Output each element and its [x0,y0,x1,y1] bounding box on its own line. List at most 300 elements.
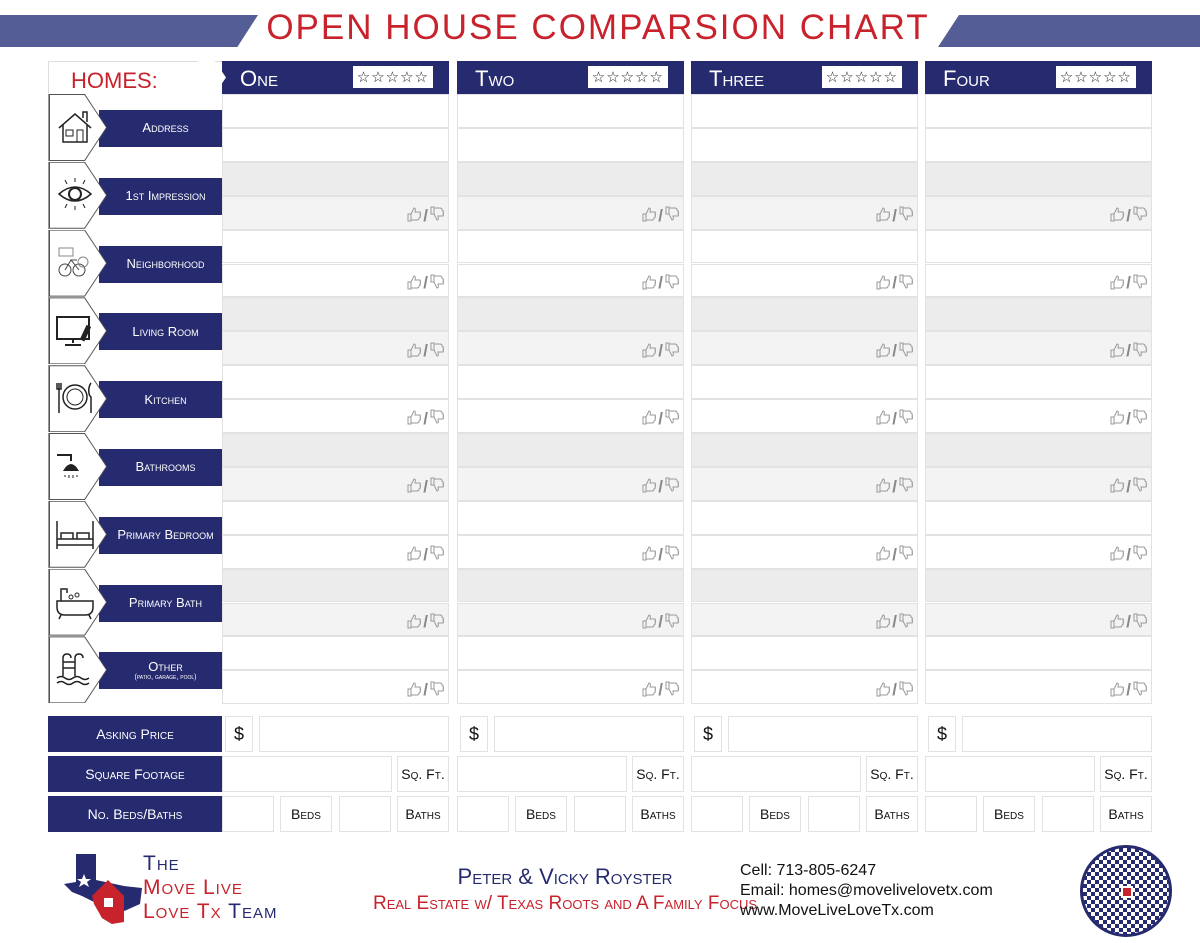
category-label: Other [148,658,183,674]
note-field[interactable] [222,569,449,603]
thumbs-separator: / [1126,205,1131,225]
note-field[interactable] [691,297,918,331]
baths-input[interactable] [339,796,391,832]
note-field[interactable] [691,535,918,569]
star-rating[interactable]: ☆☆☆☆☆ [822,66,902,88]
thumbs-up-icon[interactable] [641,545,657,564]
home-name: Four [943,66,990,91]
thumbs-rating[interactable] [641,409,680,429]
thumbs-separator: / [1126,341,1131,361]
thumbs-up-icon[interactable] [1109,409,1125,428]
category-label-neighborhood [48,230,222,297]
beds-unit: Beds [749,796,801,832]
thumbs-separator: / [423,273,428,293]
note-field[interactable] [691,331,918,365]
thumbs-rating[interactable] [406,409,445,429]
note-field[interactable] [691,230,918,264]
home-column-header [222,61,449,94]
note-field[interactable] [222,128,449,162]
thumbs-separator: / [423,341,428,361]
note-field[interactable] [222,196,449,230]
sqft-unit: Sq. Ft. [397,756,449,792]
thumbs-separator: / [892,205,897,225]
thumbs-separator: / [1126,612,1131,632]
note-field[interactable] [222,467,449,501]
note-field[interactable] [925,331,1152,365]
texas-logo-icon [62,852,144,924]
thumbs-separator: / [658,273,663,293]
thumbs-up-icon[interactable] [641,681,657,700]
thumbs-separator: / [658,544,663,564]
thumbs-separator: / [423,205,428,225]
thumbs-up-icon[interactable] [406,342,422,361]
thumbs-down-icon[interactable] [1132,545,1148,564]
category-label-primary-bath [48,569,222,636]
note-field[interactable] [925,501,1152,535]
note-field[interactable] [457,399,684,433]
house-icon [55,108,95,146]
baths-input[interactable] [808,796,860,832]
asking-price-input[interactable] [962,716,1152,752]
homes-label: HOMES: [48,61,222,94]
note-field[interactable] [691,670,918,704]
note-field[interactable] [925,433,1152,467]
home-column-header [925,61,1152,94]
baths-unit: Baths [397,796,449,832]
thumbs-up-icon[interactable] [1109,545,1125,564]
icon-panel [49,569,107,636]
header-bar-right [938,15,1200,47]
thumbs-up-icon[interactable] [406,477,422,496]
icon-panel [49,365,107,432]
category-label: Address [142,120,189,136]
square-footage-input[interactable] [925,756,1095,792]
thumbs-down-icon[interactable] [664,274,680,293]
thumbs-up-icon[interactable] [406,206,422,225]
thumbs-separator: / [423,612,428,632]
category-band [99,246,222,283]
tv-icon [55,311,95,349]
thumbs-rating[interactable] [875,409,914,429]
thumbs-separator: / [423,408,428,428]
thumbs-up-icon[interactable] [875,206,891,225]
cell-phone: Cell: 713-805-6247 [740,862,877,879]
note-field[interactable] [457,365,684,399]
thumbs-up-icon[interactable] [406,681,422,700]
note-field[interactable] [222,94,449,128]
thumbs-down-icon[interactable] [664,545,680,564]
eye-icon [55,176,95,214]
thumbs-rating[interactable] [875,341,914,361]
thumbs-separator: / [892,408,897,428]
baths-unit: Baths [632,796,684,832]
note-field[interactable] [457,670,684,704]
email: Email: homes@movelivelovetx.com [740,882,993,899]
dollar-sign: $ [694,716,722,752]
note-field[interactable] [691,94,918,128]
thumbs-rating[interactable] [641,273,680,293]
category-label-primary-bedroom [48,501,222,568]
dollar-sign: $ [225,716,253,752]
thumbs-down-icon[interactable] [429,613,445,632]
thumbs-up-icon[interactable] [1109,342,1125,361]
sqft-unit: Sq. Ft. [1100,756,1152,792]
category-label: Living Room [132,323,199,339]
note-field[interactable] [925,264,1152,298]
thumbs-rating[interactable] [1109,612,1148,632]
thumbs-up-icon[interactable] [875,274,891,293]
qr-code[interactable] [1080,845,1172,937]
note-field[interactable] [691,162,918,196]
thumbs-up-icon[interactable] [406,545,422,564]
thumbs-separator: / [1126,273,1131,293]
home-column-header [691,61,918,94]
note-field[interactable] [457,467,684,501]
note-field[interactable] [691,433,918,467]
thumbs-down-icon[interactable] [898,206,914,225]
category-band [99,381,222,418]
note-field[interactable] [457,501,684,535]
baths-input[interactable] [1042,796,1094,832]
thumbs-down-icon[interactable] [1132,681,1148,700]
note-field[interactable] [222,331,449,365]
home-name: Two [475,66,515,91]
beds-input[interactable] [222,796,274,832]
beds-unit: Beds [983,796,1035,832]
thumbs-down-icon[interactable] [664,681,680,700]
asking-price-input[interactable] [259,716,449,752]
thumbs-down-icon[interactable] [898,274,914,293]
thumbs-separator: / [658,408,663,428]
category-label-bathrooms [48,433,222,500]
category-band [99,449,222,486]
thumbs-up-icon[interactable] [641,342,657,361]
note-field[interactable] [457,128,684,162]
note-field[interactable] [925,603,1152,637]
logo-line: Move Live [143,876,243,899]
thumbs-rating[interactable] [641,477,680,497]
thumbs-down-icon[interactable] [898,409,914,428]
thumbs-up-icon[interactable] [1109,681,1125,700]
note-field[interactable] [691,264,918,298]
thumbs-separator: / [892,273,897,293]
thumbs-rating[interactable] [406,680,445,700]
thumbs-down-icon[interactable] [898,613,914,632]
team-logo-text [143,852,277,924]
icon-panel [49,162,107,229]
thumbs-separator: / [658,612,663,632]
note-field[interactable] [925,467,1152,501]
thumbs-up-icon[interactable] [1109,477,1125,496]
beds-unit: Beds [515,796,567,832]
category-label-other [48,636,222,703]
thumbs-down-icon[interactable] [664,206,680,225]
note-field[interactable] [691,399,918,433]
category-label-address [48,94,222,161]
thumbs-rating[interactable] [641,680,680,700]
note-field[interactable] [691,196,918,230]
square-footage-input[interactable] [222,756,392,792]
thumbs-separator: / [892,544,897,564]
note-field[interactable] [222,162,449,196]
note-field[interactable] [925,636,1152,670]
thumbs-up-icon[interactable] [641,274,657,293]
note-field[interactable] [457,569,684,603]
thumbs-down-icon[interactable] [898,545,914,564]
thumbs-rating[interactable] [875,612,914,632]
note-field[interactable] [222,297,449,331]
thumbs-rating[interactable] [1109,341,1148,361]
thumbs-rating[interactable] [406,477,445,497]
thumbs-down-icon[interactable] [1132,342,1148,361]
thumbs-separator: / [892,476,897,496]
shower-icon [55,447,95,485]
logo-line: The [143,852,180,875]
icon-panel [49,636,107,703]
category-band [99,652,222,689]
note-field[interactable] [691,603,918,637]
thumbs-rating[interactable] [641,545,680,565]
thumbs-up-icon[interactable] [641,409,657,428]
star-rating[interactable]: ☆☆☆☆☆ [353,66,433,88]
thumbs-down-icon[interactable] [1132,274,1148,293]
thumbs-down-icon[interactable] [898,477,914,496]
note-field[interactable] [691,501,918,535]
category-label-living-room [48,297,222,364]
thumbs-separator: / [658,205,663,225]
thumbs-down-icon[interactable] [1132,613,1148,632]
thumbs-separator: / [1126,408,1131,428]
note-field[interactable] [925,162,1152,196]
square-footage-input[interactable] [457,756,627,792]
logo-line: Love Tx [143,900,222,923]
plate-utensils-icon [55,379,95,417]
note-field[interactable] [222,399,449,433]
thumbs-down-icon[interactable] [664,613,680,632]
note-field[interactable] [457,636,684,670]
note-field[interactable] [925,399,1152,433]
note-field[interactable] [925,196,1152,230]
thumbs-rating[interactable] [1109,545,1148,565]
thumbs-rating[interactable] [1109,680,1148,700]
category-band [99,313,222,350]
thumbs-rating[interactable] [641,612,680,632]
category-band [99,110,222,147]
thumbs-rating[interactable] [1109,206,1148,226]
note-field[interactable] [457,297,684,331]
thumbs-down-icon[interactable] [429,409,445,428]
beds-input[interactable] [457,796,509,832]
thumbs-rating[interactable] [875,477,914,497]
baths-unit: Baths [866,796,918,832]
thumbs-down-icon[interactable] [898,342,914,361]
thumbs-up-icon[interactable] [1109,613,1125,632]
note-field[interactable] [925,94,1152,128]
note-field[interactable] [457,331,684,365]
beds-input[interactable] [691,796,743,832]
thumbs-separator: / [658,341,663,361]
thumbs-up-icon[interactable] [875,545,891,564]
thumbs-rating[interactable] [406,341,445,361]
note-field[interactable] [925,670,1152,704]
square-footage-input[interactable] [691,756,861,792]
note-field[interactable] [457,264,684,298]
beds-baths-label: No. Beds/Baths [48,796,222,832]
note-field[interactable] [691,636,918,670]
note-field[interactable] [457,535,684,569]
asking-price-input[interactable] [728,716,918,752]
thumbs-down-icon[interactable] [429,545,445,564]
note-field[interactable] [222,433,449,467]
thumbs-up-icon[interactable] [875,477,891,496]
note-field[interactable] [691,467,918,501]
note-field[interactable] [222,670,449,704]
bicycles-icon [55,244,95,282]
bed-icon [55,515,95,553]
thumbs-down-icon[interactable] [664,342,680,361]
thumbs-down-icon[interactable] [1132,477,1148,496]
icon-panel [49,297,107,364]
thumbs-rating[interactable] [1109,477,1148,497]
category-label-kitchen [48,365,222,432]
note-field[interactable] [691,365,918,399]
thumbs-up-icon[interactable] [1109,206,1125,225]
note-field[interactable] [222,603,449,637]
note-field[interactable] [925,128,1152,162]
sqft-unit: Sq. Ft. [632,756,684,792]
thumbs-up-icon[interactable] [875,342,891,361]
pool-ladder-icon [55,650,95,688]
icon-panel [49,94,107,161]
thumbs-down-icon[interactable] [429,274,445,293]
thumbs-separator: / [658,680,663,700]
asking-price-input[interactable] [494,716,684,752]
thumbs-rating[interactable] [1109,409,1148,429]
note-field[interactable] [457,162,684,196]
note-field[interactable] [222,636,449,670]
note-field[interactable] [222,264,449,298]
note-field[interactable] [925,297,1152,331]
dollar-sign: $ [928,716,956,752]
note-field[interactable] [925,365,1152,399]
thumbs-rating[interactable] [406,545,445,565]
category-label: Bathrooms [135,459,196,475]
note-field[interactable] [457,196,684,230]
website: www.MoveLiveLoveTx.com [740,902,934,919]
icon-panel [49,501,107,568]
note-field[interactable] [222,230,449,264]
thumbs-separator: / [423,476,428,496]
star-rating[interactable]: ☆☆☆☆☆ [1056,66,1136,88]
baths-unit: Baths [1100,796,1152,832]
thumbs-separator: / [1126,476,1131,496]
thumbs-down-icon[interactable] [429,342,445,361]
thumbs-rating[interactable] [406,612,445,632]
note-field[interactable] [222,365,449,399]
category-label-1st-impression [48,162,222,229]
thumbs-up-icon[interactable] [875,681,891,700]
thumbs-down-icon[interactable] [429,681,445,700]
thumbs-down-icon[interactable] [429,477,445,496]
note-field[interactable] [691,569,918,603]
category-label: Neighborhood [126,255,205,271]
thumbs-rating[interactable] [641,341,680,361]
thumbs-up-icon[interactable] [406,409,422,428]
thumbs-rating[interactable] [875,206,914,226]
note-field[interactable] [457,433,684,467]
thumbs-up-icon[interactable] [406,274,422,293]
sqft-unit: Sq. Ft. [866,756,918,792]
note-field[interactable] [925,569,1152,603]
thumbs-rating[interactable] [641,206,680,226]
category-band [99,178,222,215]
thumbs-separator: / [1126,680,1131,700]
note-field[interactable] [925,230,1152,264]
tagline: Real Estate w/ Texas Roots and A Family Focus [372,893,758,914]
note-field[interactable] [925,535,1152,569]
baths-input[interactable] [574,796,626,832]
thumbs-rating[interactable] [406,273,445,293]
thumbs-rating[interactable] [875,545,914,565]
square-footage-label: Square Footage [48,756,222,792]
thumbs-separator: / [423,680,428,700]
category-label: Primary Bedroom [117,527,214,543]
agent-names: Peter & Vicky Royster [457,864,673,889]
thumbs-rating[interactable] [875,273,914,293]
note-field[interactable] [222,535,449,569]
header-bar-left [0,15,258,47]
thumbs-up-icon[interactable] [875,613,891,632]
thumbs-down-icon[interactable] [1132,409,1148,428]
thumbs-separator: / [658,476,663,496]
contact-info [740,861,993,921]
thumbs-down-icon[interactable] [898,681,914,700]
beds-input[interactable] [925,796,977,832]
thumbs-rating[interactable] [875,680,914,700]
category-label: Primary Bath [128,594,203,610]
thumbs-up-icon[interactable] [1109,274,1125,293]
category-band [99,585,222,622]
thumbs-rating[interactable] [406,206,445,226]
thumbs-up-icon[interactable] [641,206,657,225]
logo-line: Team [228,900,278,923]
home-name: Three [709,66,765,91]
dollar-sign: $ [460,716,488,752]
category-label: 1st Impression [125,188,206,204]
note-field[interactable] [222,501,449,535]
thumbs-down-icon[interactable] [664,477,680,496]
thumbs-separator: / [892,341,897,361]
page-title: OPEN HOUSE COMPARSION CHART [266,8,930,47]
thumbs-down-icon[interactable] [429,206,445,225]
category-sublabel: (patio, garage, pool) [134,674,197,682]
icon-panel [49,433,107,500]
thumbs-down-icon[interactable] [664,409,680,428]
thumbs-rating[interactable] [1109,273,1148,293]
icon-panel [49,230,107,297]
note-field[interactable] [457,94,684,128]
note-field[interactable] [457,603,684,637]
thumbs-up-icon[interactable] [406,613,422,632]
thumbs-separator: / [1126,544,1131,564]
star-rating[interactable]: ☆☆☆☆☆ [588,66,668,88]
note-field[interactable] [457,230,684,264]
thumbs-up-icon[interactable] [641,477,657,496]
note-field[interactable] [691,128,918,162]
thumbs-up-icon[interactable] [875,409,891,428]
thumbs-up-icon[interactable] [641,613,657,632]
thumbs-down-icon[interactable] [1132,206,1148,225]
